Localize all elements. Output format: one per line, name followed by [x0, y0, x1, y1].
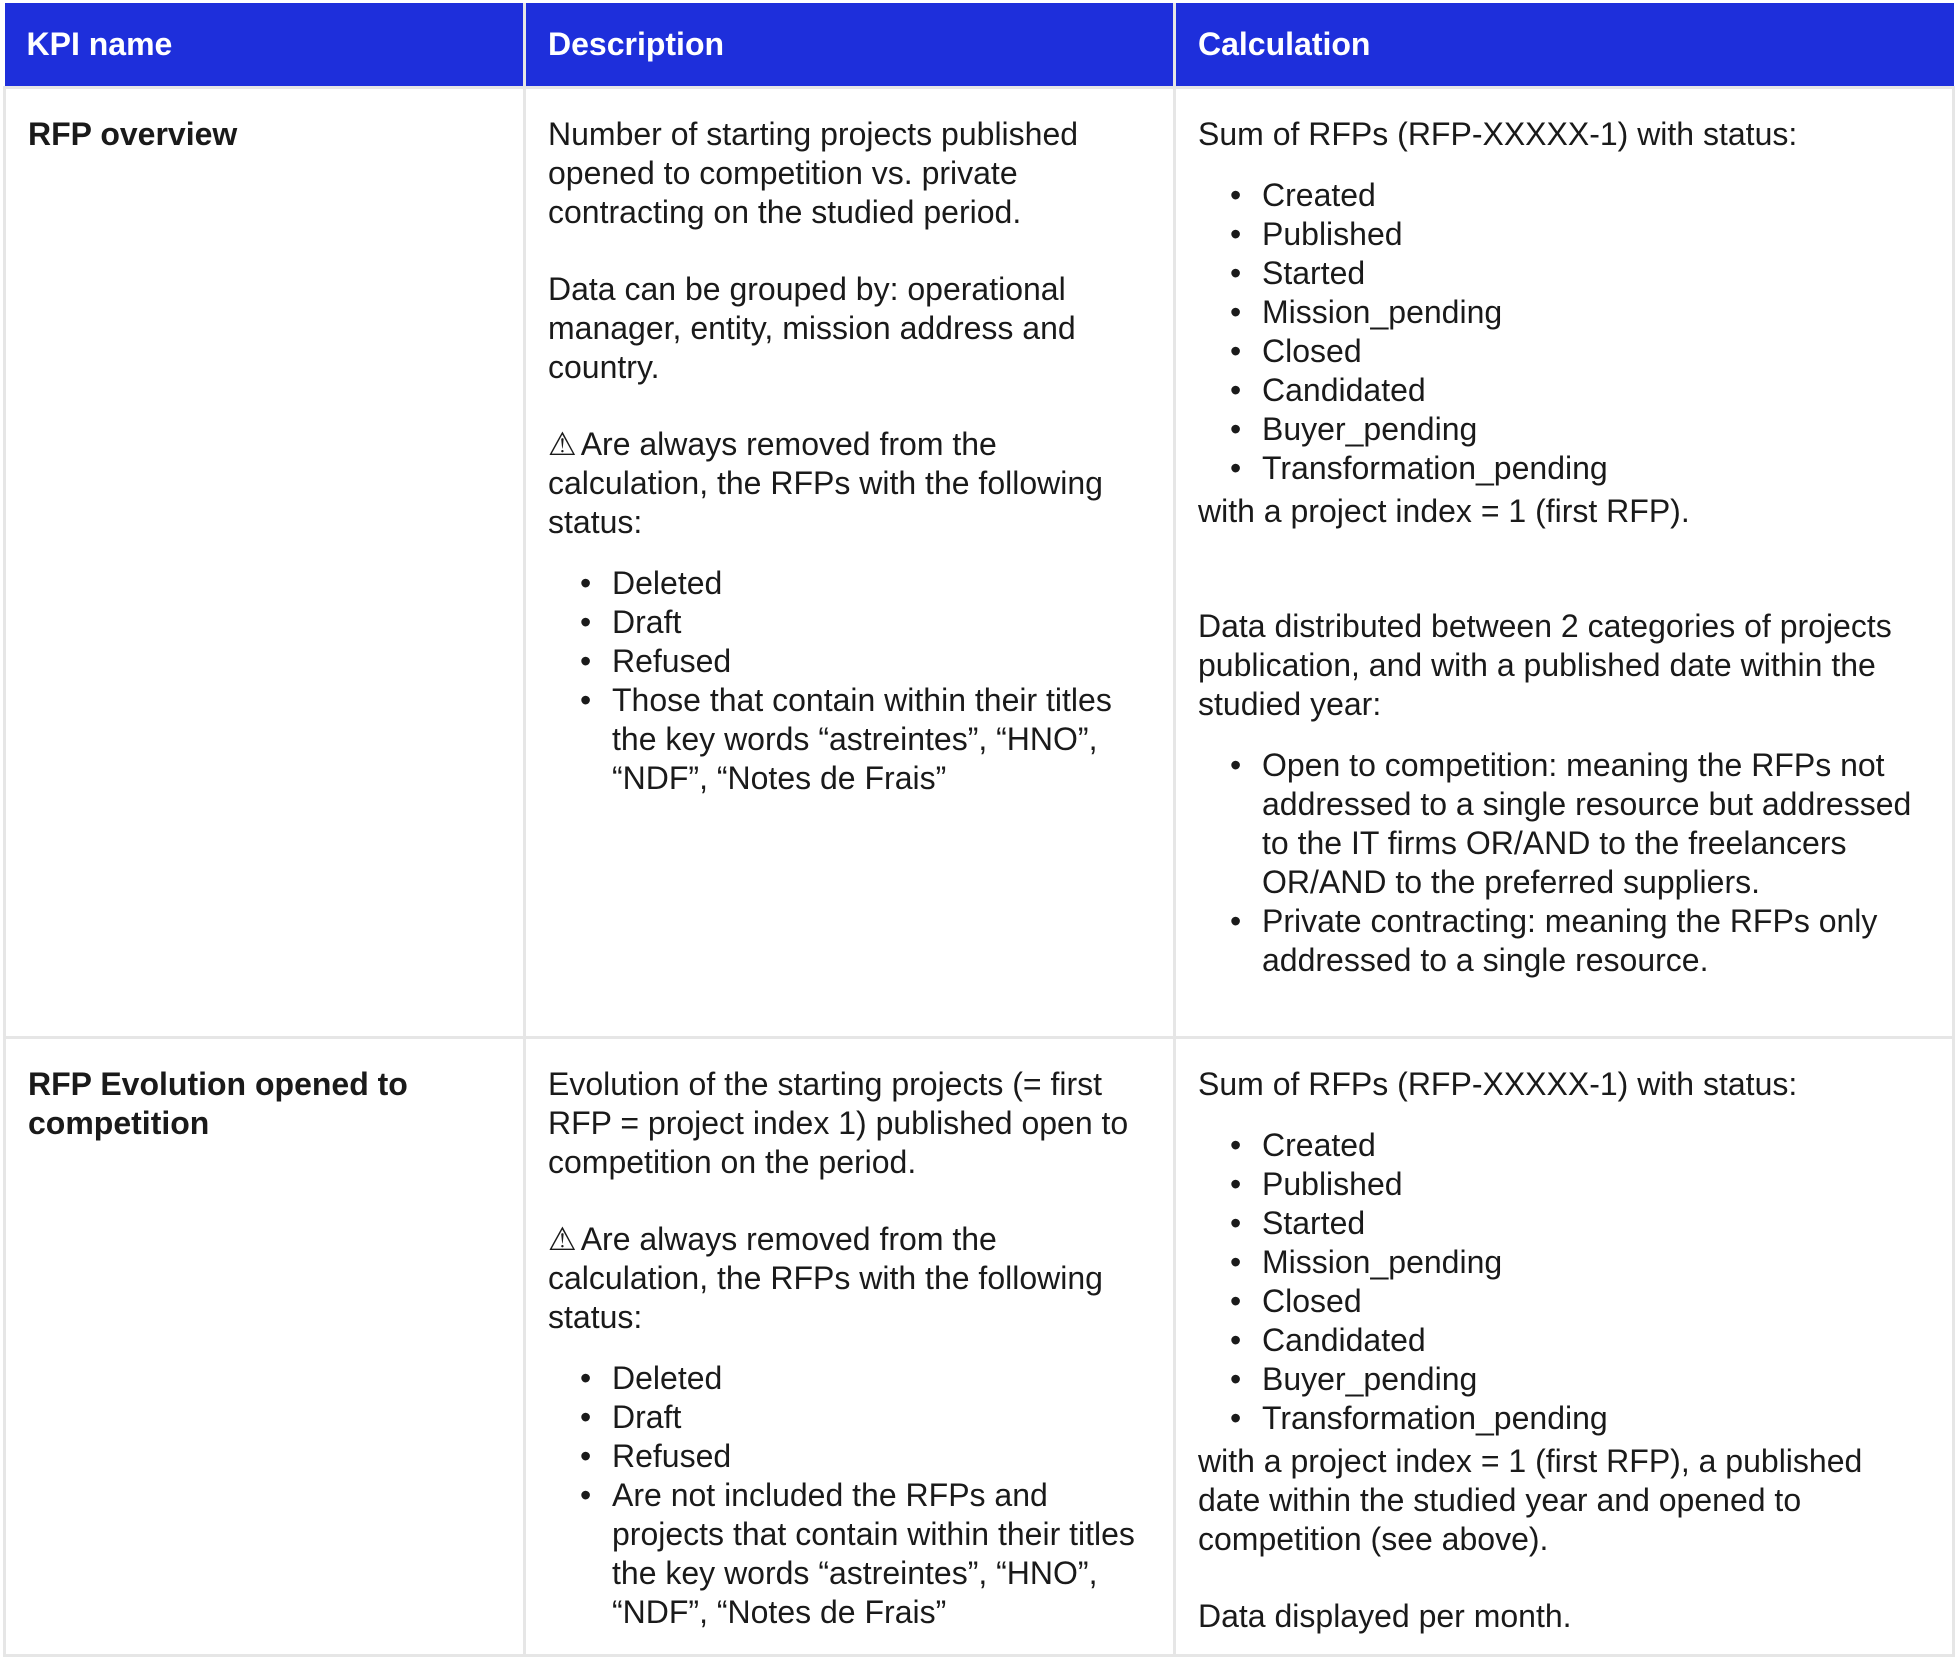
list-item: • Started	[1262, 254, 1930, 293]
table-row	[5, 87, 1954, 1037]
list-item: • Candidated	[1262, 371, 1930, 410]
calculation-text: Data distributed between 2 categories of projects publication, and with a published date within the studied year:	[1198, 607, 1892, 722]
list-item: • Private contracting: meaning the RFPs only addressed to a single resource.	[1262, 902, 1930, 980]
warning-paragraph	[548, 425, 1151, 542]
description-cell	[525, 1037, 1175, 1655]
warning-icon: ⚠	[548, 1220, 577, 1257]
list-item: • Published	[1262, 1165, 1930, 1204]
list-item: • Those that contain within their titles the key words “astreintes”, “HNO”, “NDF”, “Notes de Frais”	[612, 681, 1151, 798]
list-item: • Started	[1262, 1204, 1930, 1243]
list-item: • Buyer_pending	[1262, 410, 1930, 449]
calculation-cell	[1175, 87, 1954, 1037]
list-item: • Refused	[612, 642, 1151, 681]
header-kpi-name: KPI name	[5, 3, 525, 87]
description-text: Evolution of the starting projects (= first RFP = project index 1) published open to competition on the period.	[548, 1065, 1129, 1180]
excluded-status-list	[548, 564, 1151, 798]
list-item: • Created	[1262, 176, 1930, 215]
calculation-text: Data displayed per month.	[1198, 1597, 1572, 1634]
list-item: • Transformation_pending	[1262, 1399, 1930, 1438]
list-item: • Mission_pending	[1262, 1243, 1930, 1282]
header-description: Description	[525, 3, 1175, 87]
calculation-intro: Sum of RFPs (RFP-XXXXX-1) with status:	[1198, 115, 1798, 152]
description-cell	[525, 87, 1175, 1037]
description-text: Number of starting projects published opened to competition vs. private contracting on the studied period.	[548, 115, 1079, 230]
kpi-table	[3, 3, 1955, 1657]
list-item: • Are not included the RFPs and projects that contain within their titles the key words “astreintes”, “HNO”, “NDF”, “Notes de Frais”	[612, 1476, 1151, 1632]
calculation-cell	[1175, 1037, 1954, 1655]
warning-icon: ⚠	[548, 425, 577, 462]
list-item: • Buyer_pending	[1262, 1360, 1930, 1399]
list-item: • Draft	[612, 1398, 1151, 1437]
list-item: • Open to competition: meaning the RFPs not addressed to a single resource but addressed to the IT firms OR/AND to the freelancers OR/AND to the preferred suppliers.	[1262, 746, 1930, 902]
calculation-text: with a project index = 1 (first RFP), a published date within the studied year and opened to competition (see above).	[1198, 1442, 1863, 1557]
list-item: • Transformation_pending	[1262, 449, 1930, 488]
list-item: • Deleted	[612, 564, 1151, 603]
kpi-cell	[5, 87, 525, 1037]
warning-text: Are always removed from the calculation, the RFPs with the following status:	[548, 425, 1103, 540]
kpi-name: RFP Evolution opened to competition	[28, 1065, 408, 1141]
list-item: • Published	[1262, 215, 1930, 254]
list-item: • Draft	[612, 603, 1151, 642]
kpi-cell	[5, 1037, 525, 1655]
header-calculation: Calculation	[1175, 3, 1954, 87]
list-item: • Created	[1262, 1126, 1930, 1165]
warning-text: Are always removed from the calculation, the RFPs with the following status:	[548, 1220, 1103, 1335]
status-list	[1198, 176, 1930, 488]
status-list	[1198, 1126, 1930, 1438]
table-header-row	[5, 3, 1954, 87]
list-item: • Mission_pending	[1262, 293, 1930, 332]
category-list	[1198, 746, 1930, 980]
description-text: Data can be grouped by: operational manager, entity, mission address and country.	[548, 270, 1076, 385]
list-item: • Closed	[1262, 1282, 1930, 1321]
list-item: • Refused	[612, 1437, 1151, 1476]
list-item: • Closed	[1262, 332, 1930, 371]
list-item: • Candidated	[1262, 1321, 1930, 1360]
kpi-name: RFP overview	[28, 115, 238, 152]
table-row	[5, 1037, 1954, 1655]
calculation-intro: Sum of RFPs (RFP-XXXXX-1) with status:	[1198, 1065, 1798, 1102]
calculation-text: with a project index = 1 (first RFP).	[1198, 492, 1690, 529]
excluded-status-list	[548, 1359, 1151, 1632]
warning-paragraph	[548, 1220, 1151, 1337]
list-item: • Deleted	[612, 1359, 1151, 1398]
